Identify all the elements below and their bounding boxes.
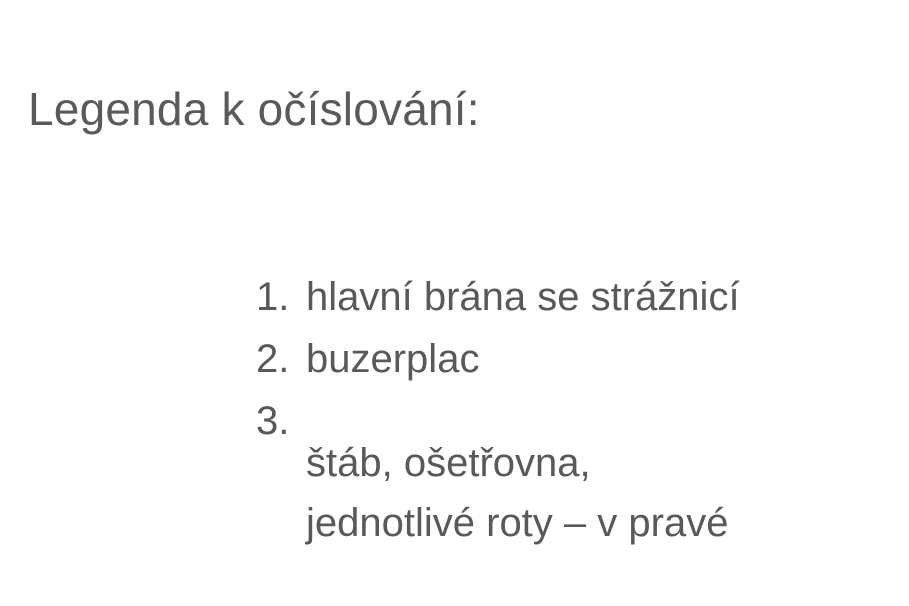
- list-item: [256, 276, 896, 318]
- legend-list: [256, 276, 896, 606]
- list-item-label-line1: štáb, ošetřovna,: [306, 441, 591, 485]
- page-title: Legenda k očíslování:: [28, 83, 480, 135]
- list-item-label: buzerplac: [306, 337, 480, 381]
- list-item: [256, 400, 896, 586]
- list-item-number: 2.: [256, 337, 290, 381]
- list-item: [256, 338, 896, 380]
- list-item-number: 3.: [256, 399, 290, 443]
- list-item-label-line2: jednotlivé roty – v pravé: [306, 501, 729, 545]
- list-item-label: hlavní brána se strážnicí: [306, 275, 740, 319]
- list-item-label: [306, 400, 896, 586]
- list-item-number: 1.: [256, 275, 290, 319]
